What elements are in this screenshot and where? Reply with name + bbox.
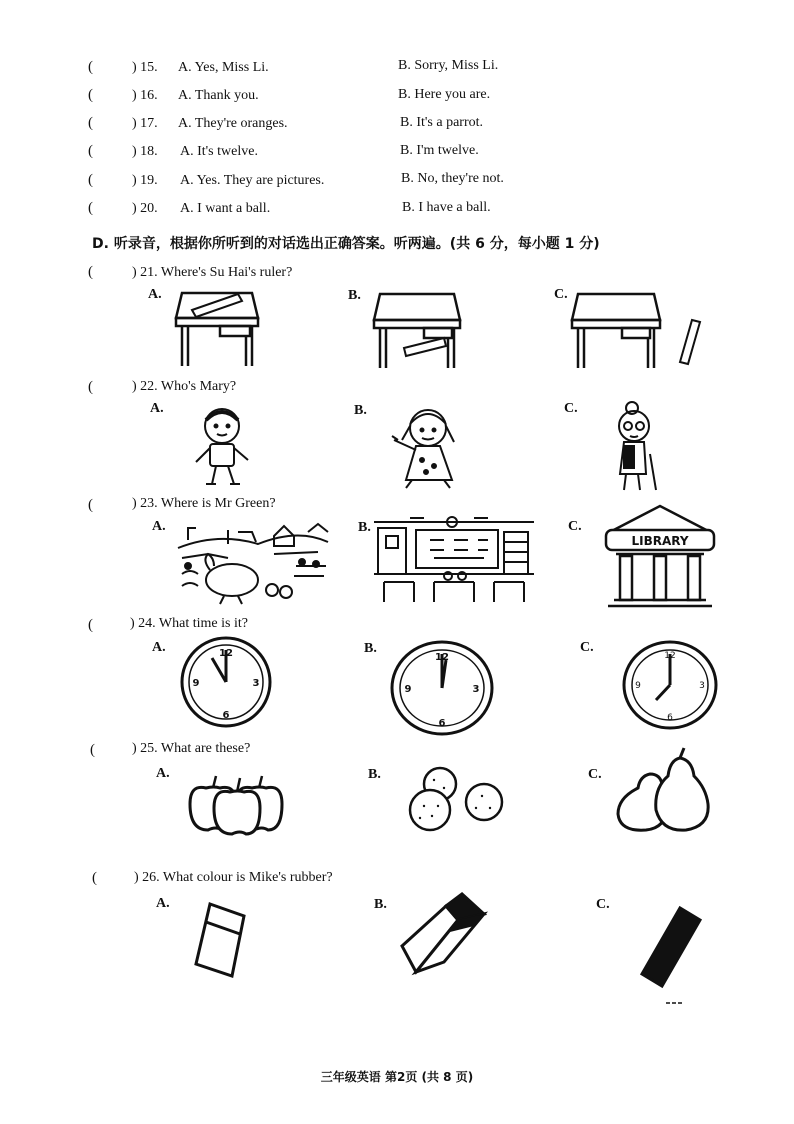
question-21: ) 21. Where's Su Hai's ruler? xyxy=(132,265,293,280)
small-dash-mark xyxy=(666,1000,686,1006)
option-label-b: B. xyxy=(364,641,377,656)
old-woman-icon[interactable] xyxy=(606,398,666,494)
option-label-c: C. xyxy=(554,287,568,302)
section-d-instruction: D. 听录音，根据你所听到的对话选出正确答案。听两遍。(共 6 分，每小题 1 分) xyxy=(92,236,600,252)
option-label-b: B. xyxy=(368,767,381,782)
option-b: B. Sorry, Miss Li. xyxy=(398,58,499,73)
answer-paren[interactable]: ( xyxy=(90,742,95,758)
option-a: A. It's twelve. xyxy=(180,144,258,159)
option-label-a: A. xyxy=(152,519,166,534)
option-b: B. No, they're not. xyxy=(401,171,504,186)
option-label-b: B. xyxy=(348,288,361,303)
option-label-c: C. xyxy=(580,640,594,655)
svg-text:12: 12 xyxy=(219,648,233,659)
option-label-a: A. xyxy=(152,640,166,655)
svg-text:3: 3 xyxy=(472,684,480,695)
svg-text:6: 6 xyxy=(222,710,230,721)
classroom-icon[interactable] xyxy=(374,512,534,606)
desk-ruler-under-icon[interactable] xyxy=(370,290,466,372)
svg-text:12: 12 xyxy=(664,651,676,661)
answer-paren[interactable]: ( xyxy=(88,617,93,633)
question-25: ) 25. What are these? xyxy=(132,741,251,756)
option-label-c: C. xyxy=(596,897,610,912)
option-label-b: B. xyxy=(358,520,371,535)
svg-text:3: 3 xyxy=(252,678,260,689)
option-label-a: A. xyxy=(150,401,164,416)
option-a: A. I want a ball. xyxy=(180,201,271,216)
svg-text:9: 9 xyxy=(404,684,412,695)
option-a: A. Thank you. xyxy=(178,88,259,103)
option-a: A. Yes, Miss Li. xyxy=(178,60,269,75)
answer-paren[interactable]: ( xyxy=(88,115,93,131)
svg-text:6: 6 xyxy=(667,713,673,723)
option-b: B. I'm twelve. xyxy=(400,143,479,158)
option-b: B. I have a ball. xyxy=(402,200,491,215)
answer-paren[interactable]: ( xyxy=(88,200,93,216)
question-24: ) 24. What time is it? xyxy=(130,616,248,631)
option-label-a: A. xyxy=(156,896,170,911)
answer-paren[interactable]: ( xyxy=(88,87,93,103)
question-number: ) 16. xyxy=(132,88,158,103)
svg-text:9: 9 xyxy=(192,678,200,689)
black-rubber-icon[interactable] xyxy=(638,904,704,990)
boy-icon[interactable] xyxy=(190,402,254,490)
answer-paren[interactable]: ( xyxy=(88,59,93,75)
option-b: B. Here you are. xyxy=(398,87,491,102)
option-label-c: C. xyxy=(588,767,602,782)
answer-paren[interactable]: ( xyxy=(88,172,93,188)
option-label-c: C. xyxy=(568,519,582,534)
option-b: B. It's a parrot. xyxy=(400,115,484,130)
question-23: ) 23. Where is Mr Green? xyxy=(132,496,276,511)
option-label-a: A. xyxy=(156,766,170,781)
option-label-b: B. xyxy=(374,897,387,912)
question-number: ) 18. xyxy=(132,144,158,159)
option-a: A. They're oranges. xyxy=(178,116,288,131)
question-number: ) 20. xyxy=(132,201,158,216)
desk-ruler-beside-icon[interactable] xyxy=(568,290,708,372)
option-label-c: C. xyxy=(564,401,578,416)
question-number: ) 19. xyxy=(132,173,158,188)
svg-text:6: 6 xyxy=(438,718,446,729)
girl-icon[interactable] xyxy=(382,400,472,492)
question-number: ) 17. xyxy=(132,116,158,131)
answer-paren[interactable]: ( xyxy=(88,497,93,513)
svg-text:9: 9 xyxy=(635,681,641,691)
answer-paren[interactable]: ( xyxy=(88,379,93,395)
option-a: A. Yes. They are pictures. xyxy=(180,173,325,188)
option-label-b: B. xyxy=(354,403,367,418)
question-22: ) 22. Who's Mary? xyxy=(132,379,237,394)
svg-text:3: 3 xyxy=(699,681,705,691)
page-footer: 三年级英语 第2页 (共 8 页) xyxy=(320,1070,474,1084)
farm-icon[interactable] xyxy=(178,518,330,606)
answer-paren[interactable]: ( xyxy=(92,870,97,886)
answer-paren[interactable]: ( xyxy=(88,264,93,280)
option-label-a: A. xyxy=(148,287,162,302)
svg-text:12: 12 xyxy=(435,652,449,663)
library-sign-text: LIBRARY xyxy=(631,534,689,548)
answer-paren[interactable]: ( xyxy=(88,143,93,159)
desk-ruler-on-icon[interactable] xyxy=(172,288,262,370)
white-rubber-icon[interactable] xyxy=(192,900,248,980)
clock-eight-icon[interactable] xyxy=(622,640,718,730)
apples-icon[interactable] xyxy=(186,770,286,836)
library-building-icon[interactable] xyxy=(602,504,718,610)
clock-eleven-icon[interactable] xyxy=(180,636,272,728)
question-number: ) 15. xyxy=(132,60,158,75)
pears-icon[interactable] xyxy=(612,748,716,834)
question-26: ) 26. What colour is Mike's rubber? xyxy=(134,870,333,885)
clock-twelve-icon[interactable] xyxy=(390,640,494,736)
half-black-rubber-icon[interactable] xyxy=(398,892,486,982)
oranges-icon[interactable] xyxy=(404,766,508,832)
